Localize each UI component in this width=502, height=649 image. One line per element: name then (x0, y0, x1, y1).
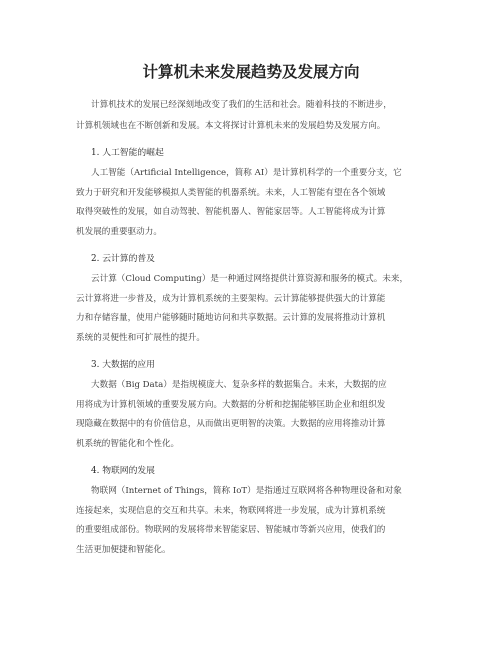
document-title: 计算机未来发展趋势及发展方向 (142, 63, 360, 81)
section-heading: 4. 物联网的发展 (91, 466, 155, 476)
section-line: 生活更加便捷和智能化。 (76, 545, 171, 555)
section-line: 的重要组成部份。物联网的发展将带来智能家居、智能城市等新兴应用，使我们的 (76, 525, 386, 535)
section-line: 现隐藏在数据中的有价值信息，从而做出更明智的决策。大数据的应用将推动计算 (76, 419, 386, 429)
section-line: 系统的灵便性和可扩展性的提升。 (76, 333, 205, 343)
section-line: 用将成为计算机领域的重要发展方向。大数据的分析和挖掘能够匡助企业和组织发 (76, 400, 386, 410)
section-heading: 3. 大数据的应用 (91, 360, 155, 370)
section-line: 云计算（Cloud Computing）是一种通过网络提供计算资源和服务的模式。未来， (91, 274, 409, 284)
section-line: 机系统的智能化和个性化。 (76, 439, 180, 449)
section-line: 致力于研究和开发能够模拟人类智能的机器系统。未来，人工智能有望在各个领域 (76, 188, 386, 198)
section-line: 物联网（Internet of Things，简称 IoT）是指通过互联网将各种物理设备和对象 (91, 486, 402, 496)
section-line: 连接起来，实现信息的交互和共享。未来，物联网将进一步发展，成为计算机系统 (76, 506, 386, 516)
intro-line: 计算机技术的发展已经深刻地改变了我们的生活和社会。随着科技的不断进步， (91, 100, 392, 110)
section-line: 云计算将进一步普及，成为计算机系统的主要架构。云计算能够提供强大的计算能 (76, 294, 386, 304)
section-line: 机发展的重要驱动力。 (76, 227, 162, 237)
section-line: 大数据（Big Data）是指规模庞大、复杂多样的数据集合。未来，大数据的应 (91, 380, 387, 390)
intro-line: 计算机领域也在不断创新和发展。本文将探讨计算机未来的发展趋势及发展方向。 (76, 121, 386, 131)
section-heading: 2. 云计算的普及 (91, 254, 155, 264)
section-line: 取得突破性的发展，如自动驾驶、智能机器人、智能家居等。人工智能将成为计算 (76, 207, 386, 217)
section-heading: 1. 人工智能的崛起 (91, 148, 164, 158)
section-line: 力和存储容量，使用户能够随时随地访问和共享数据。云计算的发展将推动计算机 (76, 313, 386, 323)
section-line: 人工智能（Artificial Intelligence，简称 AI）是计算机科学的一个重要分支，它 (91, 168, 402, 178)
